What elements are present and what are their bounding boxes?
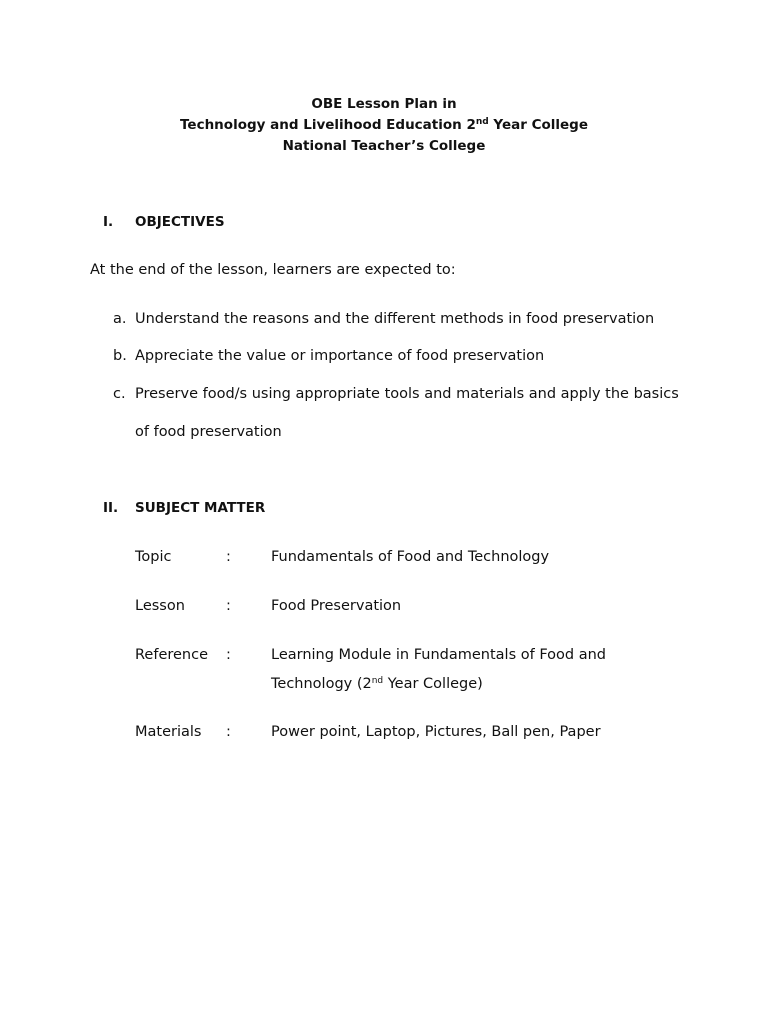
subject-colon: : — [226, 549, 231, 565]
subject-label: Reference — [135, 647, 209, 663]
subject-value: Food Preservation — [271, 598, 402, 614]
objective-text: Appreciate the value or importance of food preservation — [135, 348, 545, 364]
objective-text: Understand the reasons and the different methods in food preservation — [135, 311, 655, 327]
objective-item-c — [113, 386, 679, 402]
objective-item-c-continuation: of food preservation — [135, 424, 282, 440]
reference-line-2-text: Technology (2 — [271, 676, 372, 692]
subject-colon: : — [226, 647, 231, 663]
document-header — [0, 94, 768, 157]
header-course-superscript: nd — [475, 117, 489, 127]
subject-value: Power point, Laptop, Pictures, Ball pen, Paper — [271, 724, 601, 740]
header-course-suffix: Year College — [488, 117, 588, 133]
header-course — [0, 115, 768, 136]
section-number: I. — [103, 214, 114, 230]
header-institution: National Teacher’s College — [282, 138, 486, 154]
objective-text: Preserve food/s using appropriate tools and materials and apply the basics — [135, 386, 679, 402]
objective-letter: a. — [113, 311, 127, 327]
header-title: OBE Lesson Plan in — [311, 96, 457, 112]
section-number: II. — [103, 500, 119, 516]
objective-letter: b. — [113, 348, 127, 364]
subject-label: Topic — [135, 549, 172, 565]
header-course-text: Technology and Livelihood Education 2 — [180, 117, 476, 133]
reference-line-1: Learning Module in Fundamentals of Food and — [271, 647, 606, 663]
objective-letter: c. — [113, 386, 126, 402]
section-title: OBJECTIVES — [135, 214, 225, 230]
subject-label: Materials — [135, 724, 202, 740]
subject-colon: : — [226, 598, 231, 614]
section-objectives-heading — [103, 214, 225, 230]
objectives-intro: At the end of the lesson, learners are expected to: — [90, 262, 456, 278]
subject-value — [271, 641, 631, 699]
section-title: SUBJECT MATTER — [135, 500, 266, 516]
subject-label: Lesson — [135, 598, 185, 614]
objective-item-b — [113, 348, 544, 364]
reference-line-2-suffix: Year College) — [383, 676, 483, 692]
reference-line-2-superscript: nd — [371, 676, 384, 686]
subject-value: Fundamentals of Food and Technology — [271, 549, 550, 565]
objective-item-a — [113, 311, 654, 327]
subject-colon: : — [226, 724, 231, 740]
section-subject-matter-heading — [103, 500, 265, 516]
